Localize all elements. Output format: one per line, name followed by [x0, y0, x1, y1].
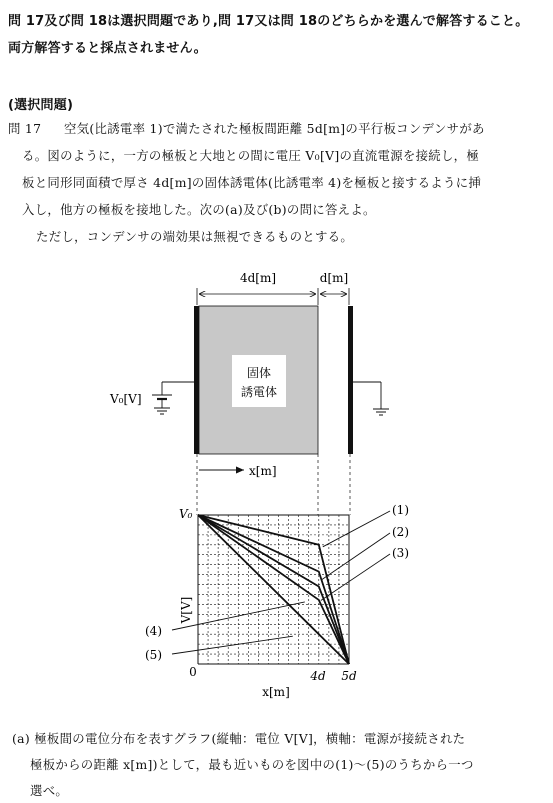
question-line-5: ただし，コンデンサの端効果は無視できるものとする。 — [36, 229, 354, 244]
question-line-4: 入し，他方の極板を接地した。次の(a)及び(b)の問に答えよ。 — [22, 202, 376, 217]
section-label: (選択問題) — [8, 98, 74, 113]
origin-label: 0 — [189, 665, 197, 679]
leader-line-5 — [172, 636, 293, 654]
curve-label-4: (4) — [145, 624, 162, 638]
potential-curve-5 — [198, 515, 349, 664]
sub-question-a-line-1: (a) 極板間の電位分布を表すグラフ(縦軸：電位 V[V]，横軸：電源が接続された — [12, 731, 466, 746]
y-axis-label: V[V] — [179, 596, 193, 624]
curve-label-1: (1) — [392, 503, 409, 517]
source-voltage-label: V₀[V] — [110, 392, 142, 406]
x-tick-4d: 4d — [310, 669, 326, 683]
x-axis-label: x[m] — [262, 685, 290, 699]
exam-instruction-line1: 問 17及び問 18は選択問題であり,問 17又は問 18のどちらかを選んで解答すること。 — [8, 14, 529, 29]
dim-label-4d: 4d[m] — [239, 271, 277, 285]
curve-label-5: (5) — [145, 648, 162, 662]
x-tick-5d: 5d — [341, 669, 357, 683]
graph-leaders — [172, 511, 390, 654]
leader-line-3 — [321, 554, 390, 601]
question-line-3: 板と同形同面積で厚さ 4d[m]の固体誘電体(比誘電率 4)を極板と接するように挿 — [22, 175, 482, 190]
graph-curves — [198, 515, 349, 664]
question-line-2: る。図のように，一方の極板と大地との間に電圧 V₀[V]の直流電源を接続し，極 — [22, 148, 480, 163]
question-line-1: 空気(比誘電率 1)で満たされた極板間距離 5d[m]の平行板コンデンサがあ — [64, 121, 485, 136]
question-number: 問 17 — [8, 121, 42, 136]
y-top-label: V₀ — [179, 507, 193, 521]
curve-label-3: (3) — [392, 546, 409, 560]
sub-question-a-line-2: 極板からの距離 x[m])として，最も近いものを図中の(1)～(5)のうちから一つ — [30, 757, 474, 772]
dielectric-label-1: 固体 — [246, 366, 272, 380]
leader-line-1 — [323, 511, 390, 547]
leader-line-2 — [322, 533, 390, 580]
dielectric-label-2: 誘電体 — [240, 385, 278, 399]
curve-label-2: (2) — [392, 525, 409, 539]
exam-instruction-line2: 両方解答すると採点されません。 — [8, 41, 207, 56]
sub-question-a-line-3: 選べ。 — [30, 783, 69, 798]
x-direction-label: x[m] — [249, 464, 277, 478]
dim-label-d: d[m] — [319, 271, 349, 285]
